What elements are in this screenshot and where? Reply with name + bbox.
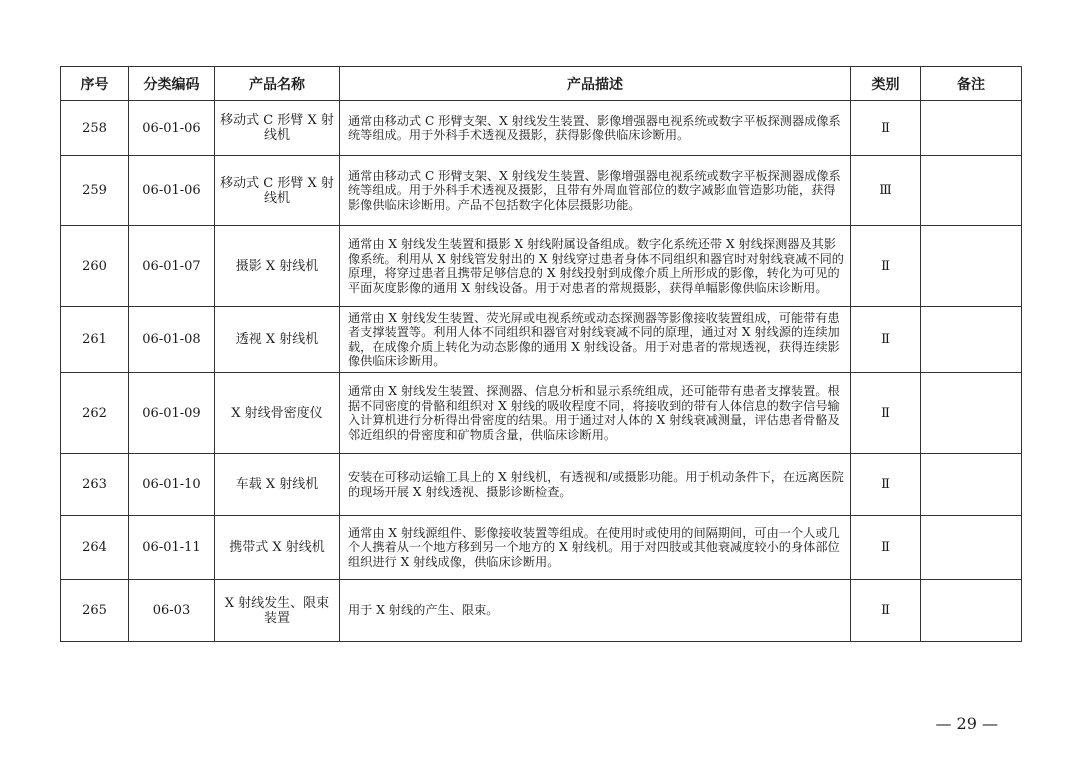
name-cell: 移动式 C 形臂 X 射线机 xyxy=(215,101,340,156)
table-row xyxy=(61,373,1022,454)
seq-cell: 261 xyxy=(61,307,129,373)
device-catalog-table xyxy=(60,66,1022,642)
table-row xyxy=(61,156,1022,226)
remarks-cell xyxy=(921,516,1022,580)
category-cell: Ⅱ xyxy=(851,373,921,454)
table-row xyxy=(61,516,1022,580)
seq-cell: 262 xyxy=(61,373,129,454)
category-cell: Ⅱ xyxy=(851,226,921,307)
desc-cell: 安装在可移动运输工具上的 X 射线机，有透视和/或摄影功能。用于机动条件下，在远离医院的现场开展 X 射线透视、摄影诊断检查。 xyxy=(340,454,851,516)
table-row xyxy=(61,226,1022,307)
remarks-cell xyxy=(921,580,1022,642)
desc-cell: 通常由 X 射线发生装置和摄影 X 射线附属设备组成。数字化系统还带 X 射线探测器及其影像系统。利用从 X 射线管发射出的 X 射线穿过患者身体不同组织和器官时对射线衰减不同的原理，将穿过患者且携带足够信息的 X 射线投射到成像介质上所形成的影像，转化为可见的平面灰度影像的通用 X 射线设备。用于对患者的常规摄影，获得单幅影像供临床诊断用。 xyxy=(340,226,851,307)
seq-cell: 259 xyxy=(61,156,129,226)
category-cell: Ⅲ xyxy=(851,156,921,226)
code-cell: 06-03 xyxy=(129,580,215,642)
category-cell: Ⅱ xyxy=(851,580,921,642)
remarks-cell xyxy=(921,156,1022,226)
header-remarks: 备注 xyxy=(921,67,1022,101)
name-cell: X 射线发生、限束装置 xyxy=(215,580,340,642)
category-cell: Ⅱ xyxy=(851,454,921,516)
desc-cell: 用于 X 射线的产生、限束。 xyxy=(340,580,851,642)
code-cell: 06-01-08 xyxy=(129,307,215,373)
remarks-cell xyxy=(921,226,1022,307)
header-seq: 序号 xyxy=(61,67,129,101)
seq-cell: 263 xyxy=(61,454,129,516)
page-number: — 29 — xyxy=(935,714,998,733)
seq-cell: 264 xyxy=(61,516,129,580)
code-cell: 06-01-09 xyxy=(129,373,215,454)
remarks-cell xyxy=(921,454,1022,516)
code-cell: 06-01-06 xyxy=(129,101,215,156)
table-row xyxy=(61,580,1022,642)
header-code: 分类编码 xyxy=(129,67,215,101)
category-cell: Ⅱ xyxy=(851,101,921,156)
category-cell: Ⅱ xyxy=(851,516,921,580)
header-desc: 产品描述 xyxy=(340,67,851,101)
code-cell: 06-01-10 xyxy=(129,454,215,516)
remarks-cell xyxy=(921,101,1022,156)
seq-cell: 260 xyxy=(61,226,129,307)
name-cell: 摄影 X 射线机 xyxy=(215,226,340,307)
desc-cell: 通常由移动式 C 形臂支架、X 射线发生装置、影像增强器电视系统或数字平板探测器成像系统等组成。用于外科手术透视及摄影，获得影像供临床诊断用。 xyxy=(340,101,851,156)
code-cell: 06-01-07 xyxy=(129,226,215,307)
name-cell: 车载 X 射线机 xyxy=(215,454,340,516)
header-name: 产品名称 xyxy=(215,67,340,101)
remarks-cell xyxy=(921,307,1022,373)
table-row xyxy=(61,101,1022,156)
name-cell: 携带式 X 射线机 xyxy=(215,516,340,580)
seq-cell: 265 xyxy=(61,580,129,642)
code-cell: 06-01-11 xyxy=(129,516,215,580)
name-cell: 移动式 C 形臂 X 射线机 xyxy=(215,156,340,226)
desc-cell: 通常由移动式 C 形臂支架、X 射线发生装置、影像增强器电视系统或数字平板探测器成像系统等组成。用于外科手术透视及摄影，且带有外周血管部位的数字减影血管造影功能，获得影像供临床诊断用。产品不包括数字化体层摄影功能。 xyxy=(340,156,851,226)
header-row xyxy=(61,67,1022,101)
header-category: 类别 xyxy=(851,67,921,101)
desc-cell: 通常由 X 射线发生装置、荧光屏或电视系统或动态探测器等影像接收装置组成，可能带有患者支撑装置等。利用人体不同组织和器官对射线衰减不同的原理，通过对 X 射线源的连续加载，在成像介质上转化为动态影像的通用 X 射线设备。用于对患者的常规透视，获得连续影像供临床诊断用。 xyxy=(340,307,851,373)
desc-cell: 通常由 X 射线源组件、影像接收装置等组成。在使用时或使用的间隔期间，可由一个人或几个人携着从一个地方移到另一个地方的 X 射线机。用于对四肢或其他衰减度较小的身体部位组织进行 X 射线成像，供临床诊断用。 xyxy=(340,516,851,580)
name-cell: X 射线骨密度仪 xyxy=(215,373,340,454)
name-cell: 透视 X 射线机 xyxy=(215,307,340,373)
table-row xyxy=(61,454,1022,516)
remarks-cell xyxy=(921,373,1022,454)
code-cell: 06-01-06 xyxy=(129,156,215,226)
table-row xyxy=(61,307,1022,373)
category-cell: Ⅱ xyxy=(851,307,921,373)
seq-cell: 258 xyxy=(61,101,129,156)
desc-cell: 通常由 X 射线发生装置、探测器、信息分析和显示系统组成，还可能带有患者支撑装置。根据不同密度的骨骼和组织对 X 射线的吸收程度不同，将接收到的带有人体信息的数字信号输入计算机进行分析得出骨密度的结果。用于通过对人体的 X 射线衰减测量，评估患者骨骼及邻近组织的骨密度和矿物质含量，供临床诊断用。 xyxy=(340,373,851,454)
